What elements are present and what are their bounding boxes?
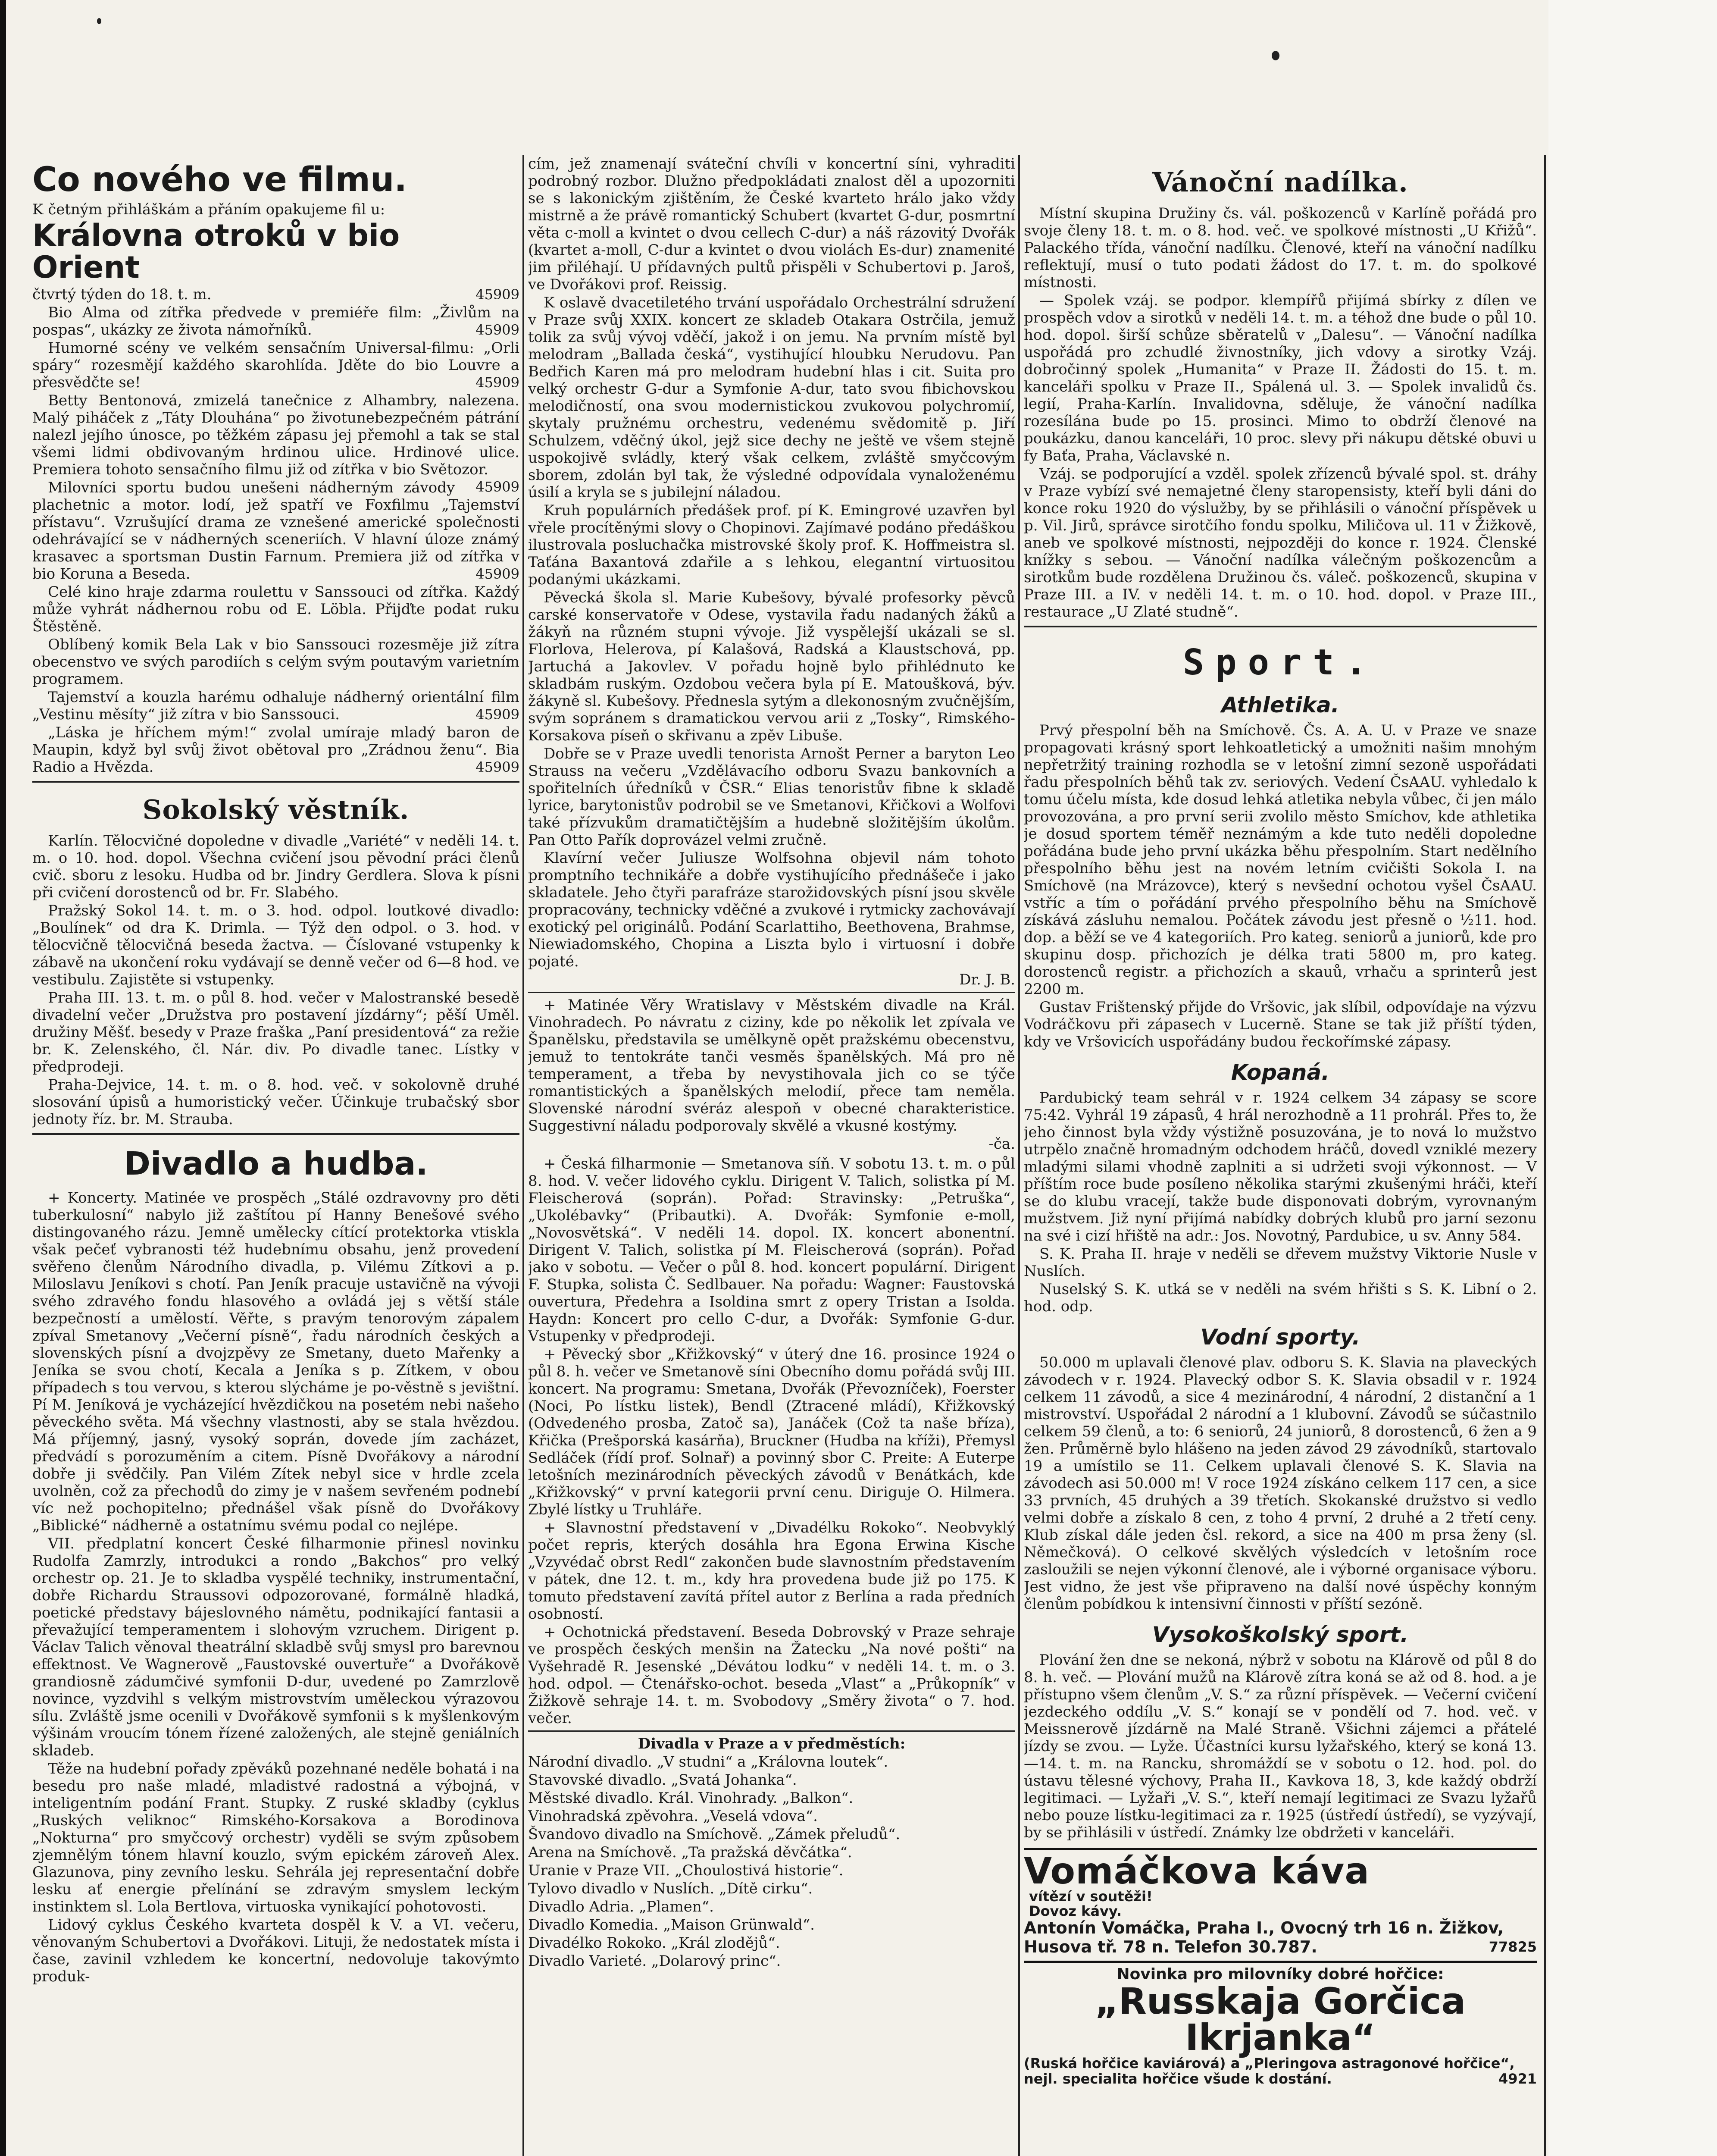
sport-item: Pardubický team sehrál v r. 1924 celkem 34 zápasy se score 75:42. Vyhrál 19 zápasů, 4 hrál nerozhodně a 11 prohrál. Přes to, že jeho činnost byla vždy výstižně posuzována, je to nová lo mužstvo utrpělo značně hromadným odchodem hráčů, dovedl vzniklé mezery mladými silami vhodně zaplniti a si udržeti svoji výkonnost. — V příštím roce bude posíleno několika starými zkušenými hráči, kteří se do klubu vracejí, takže bude disponovati dobrým, vyrovnaným mužstvem. Již nyní přijímá nabídky dobrých klubů pro jarní sezonu na své i cizí hřiště na adr.: Jos. Novotný, Pardubice, u sv. Anny 584. bbox=[1024, 1089, 1537, 1244]
music-item: K oslavě dvacetiletého trvání uspořádalo Orchestrální sdružení v Praze svůj XXIX. koncert ze skladeb Otakara Ostrčila, jemuž tolik za svůj vývoj vděčí, jakož i on jemu. Na prvním místě byl melodram „Ballada česká“, vystihující hloubku Nerudovu. Pan Bedřich Karen má pro melodram hudební hlas i cit. Suita pro velký orchestr G-dur a Symfonie A-dur, tato svou fibichovskou melodičností, ona svou modernistickou zvukovou polychromií, skytaly pružnému orchestru, vedenému svědomitě p. Jiří Schulzem, vděčný úkol, jejž sice dechy ne ještě ve všem stejně uspokojivě svládly, který však celkem, zvláště smyčcovým sborem, zdolán byl tak, že výsledné odpovídala vynaloženému úsilí a kryla se s jubilejní náladou. bbox=[528, 294, 1015, 501]
sport-section-title: Sport. bbox=[1182, 642, 1378, 683]
divider bbox=[528, 992, 1015, 993]
film-item: Celé kino hraje zdarma roulettu v Sanssouci od zítřka. Každý může vyhrát nádhernou robu od E. Löbla. Přijďte podat ruku Štěstěně. bbox=[32, 583, 519, 635]
theatre-listing-title: Divadla v Praze a v předměstích: bbox=[638, 1735, 906, 1752]
theatre-listing-item: Uranie v Praze VII. „Choulostivá historie“. bbox=[528, 1862, 844, 1879]
divider bbox=[32, 1133, 519, 1135]
film-item bbox=[32, 724, 519, 776]
music-item: Klavírní večer Juliusze Wolfsohna objevil nám tohoto promptního technikáře a dobře vystihujícího přednášeče i jako skladatele. Jeho čtyři parafráze starožidovských písní jsou skvěle propracovány, technicky vděčné a zvukové i rytmicky zachovávají exotický pel originálů. Podání Scarlattiho, Beethovena, Brahmse, Niewiadomského, Chopina a Liszta bylo i virtuosní i dobře pojaté. bbox=[528, 849, 1015, 970]
column-2 bbox=[528, 155, 1015, 2156]
divadlo-item: VII. předplatní koncert České filharmonie přinesl novinku Rudolfa Zamrzly, introdukci a rondo „Bakchos“ pro velký orchestr op. 21. Je to skladba vyspělé techniky, instrumentační, dobře Richardu Straussovi odpozorované, formálně hladká, poetické představy bájeslovného námětu, podnikající fantasii a převažující temperamentem i slohovým vzruchem. Dirigent p. Václav Talich věnoval theatrální skladbě svůj smysl pro barevnou effektnost. Ve Wagnerově „Faustovské ouvertuře“ a Dvořákově grandiosně zádumčivé symfonii D-dur, uvedené po Zamrzlově novince, vyzdvihl s velkým mistrovstvím uměleckou výrazovou sílu. Zvláště jsme ocenili v Dvořákově symfonii s k myšlenkovým výšinám vroucím tónem řízené založených, ale stejně geniálních skladeb. bbox=[32, 1535, 519, 1759]
music-item: Pěvecká škola sl. Marie Kubešovy, bývalé profesorky pěvců carské konservatoře v Odese, vystavila řadu nadaných žáků a žákyň na různém stupni vývoje. Již vyspělejší ukázali se sl. Florlova, Helerova, pí Kalašová, Radská a Klaustschová, pp. Jartuchá a Jakovlev. V pořadu hojně bylo přihlédnuto ke skladbám ruským. Ozdobou večera byla pí E. Matoušková, býv. žákyně sl. Kubešovy. Přednesla sytým a dlekonosným zvučnějším, svým sopránem s dramatickou vervou arii z „Tosky“, Rimského-Korsakova píseň o skřivanu a zpěv Libuše. bbox=[528, 589, 1015, 744]
gorcica-brand: „Russkaja Gorčica Ikrjanka“ bbox=[1095, 1980, 1466, 2059]
film-headline bbox=[32, 220, 519, 283]
sport-item: Nuselský S. K. utká se v neděli na svém hřišti s S. K. Libní o 2. hod. odp. bbox=[1024, 1281, 1537, 1315]
theatre-listing-item: Švandovo divadlo na Smíchově. „Zámek přeludů“. bbox=[528, 1826, 901, 1843]
film-item-text: čtvrtý týden do 18. t. m. bbox=[32, 286, 212, 303]
ad-code: 45909 bbox=[475, 479, 519, 495]
music-item: + Pěvecký sbor „Křižkovský“ v úterý dne 16. prosince 1924 o půl 8. h. večer ve Smetanově síni Obecního domu pořádá svůj III. koncert. Na programu: Smetana, Dvořák (Převozníček), Foerster (Noci, Po lístku listek), Bendl (Ztracené mládí), Křižkovský (Odvedeného prosba, Zatoč sa), Janáček (Což ta naše bříza), Křička (Prešporská kasárňa), Bruckner (Hudba na kříži), Přemysl Sedláček (řídí prof. Solnař) a povinný sbor C. Preite: A Euterpe letošních mezinárodních pěveckých závodů v Benátkách, kde „Křižkovský“ v první kategorii první cenu. Diriguje O. Hilmera. Zbylé lístky u Truhláře. bbox=[528, 1346, 1015, 1518]
film-headline-line2: Orient bbox=[32, 249, 140, 285]
film-item-text: Tajemství a kouzla harému odhaluje nádherný orientální film „Vestinu měsíty“ již zítra v bio Sanssouci. bbox=[32, 689, 519, 723]
sokol-item: Praha-Dejvice, 14. t. m. o 8. hod. več. v sokolovně druhé slosování úpisů a humoristický večer. Účinkuje trubačský sbor jednoty říz. br. M. Strauba. bbox=[32, 1076, 519, 1128]
theatre-listing-item: Městské divadlo. Král. Vinohrady. „Balkon“. bbox=[528, 1789, 854, 1807]
film-item-text: Humorné scény ve velkém sensačním Universal-filmu: „Orli spáry“ rozesmějí každého skarohlída. Jděte do bio Louvre a přesvědčte se! bbox=[32, 339, 519, 391]
sport-item: S. K. Praha II. hraje v neděli se dřevem mužstvy Viktorie Nusle v Nuslích. bbox=[1024, 1245, 1537, 1280]
film-item bbox=[32, 689, 519, 723]
sokol-item: Pražský Sokol 14. t. m. o 3. hod. odpol. loutkové divadlo: „Boulínek“ od dra K. Drimla. — Týž den odpol. o 3. hod. v tělocvičně tělocvičná beseda žactva. — Číslované vstupenky k zábavě na ukončení roku vydávají se denně večer od 6—8 hod. ve vestibulu. Zajistěte si vstupenky. bbox=[32, 902, 519, 988]
theatre-listing-item: Vinohradská zpěvohra. „Veselá vdova“. bbox=[528, 1808, 818, 1825]
music-item: Kruh populárních předášek prof. pí K. Emingrové uzavřen byl vřele procítěnými slovy o Chopinovi. Zajímavé podáno předáškou ilustrovala posluchačka mistrovské školy prof. K. Hoffmeistra sl. Taťána Baxantová zdařile a s lehkou, elegantní virtuositou podanými ukázkami. bbox=[528, 502, 1015, 588]
gorcica-footer bbox=[1024, 2056, 1537, 2087]
film-item bbox=[32, 339, 519, 391]
divadlo-item: + Koncerty. Matinée ve prospěch „Stálé ozdravovny pro děti tuberkulosní“ nabylo již zaštítou pí Hanny Benešové svého distingovaného rázu. Jemně umělecky cítící protektorka vtiskla však pečeť vybranosti též hudebnímu obsahu, jenž provedení svěřeno členům Národního divadla, p. Vilému Zítkovi a p. Miloslavu Jeníkovi s chotí. Pan Jeník pracuje ustavičně na vývoji svého zdravého fondu hlasového a ovládá jej s větší stále bezpečností a umělostí. Věřte, s pravým tenorovým zápalem zpíval Smetanovy „Večerní písně“, řadu národních českých a slovenských písní a dvojzpěvy ze Smetany, dueto Mařenky a Jeníka se svou chotí, Kecala a Jeníka s p. Zítkem, v obou případech s tou vervou, s kterou slýcháme je po-věstně s jevištní. Pí M. Jeníková je vycházející hvězdičkou na posetém nebi našeho pěveckého světa. Má všechny vlastnosti, aby se stala hvězdou. Má příjemný, jasný, vysoký soprán, dovede jím zacházet, předvádí s porozuměním a citem. Písně Dvořákovy a národní dobře ji svědčily. Pan Vilém Zítek nebyl sice v hrdle zcela uvolněn, což za přechodů do zimy je v našem sevřeném podnebí víc než pochopitelno; přednášel však písně do Dvořákovy „Biblické“ nádherně a ostatnímu svému podal co nejlépe. bbox=[32, 1189, 519, 1534]
divadlo-item: Těže na hudební pořady zpěváků pozehnané neděle bohatá i na besedu pro naše mladé, mladistvé radostná a výbojná, v inteligentním podání Frant. Stupky. Z ruské skladby (cyklus „Ruských veliknoc“ Rimského-Korsakova a Borodinova „Nokturna“ pro smyčcový orchestr) vyděli se svým způsobem zjemnělým tónem hlavní kouzlo, svým epickém zároveň Alex. Glazunova, piny zevního lesku. Sehrála jej representační dobře lesku ať energie přelínání se zdravým smyslem leckým instinktem sl. Lola Bertlova, virtuoska vynikající pohotovosti. bbox=[32, 1760, 519, 1915]
music-item: + Matinée Věry Wratislavy v Městském divadle na Král. Vinohradech. Po návratu z ciziny, kde po několik let zpívala ve Španělsku, představila se umělkyně opět pražskému obecenstvu, jemuž to tentokráte tanči vesměs španělských. Má pro ně temperament, a třeba by nevystihovala jich co se týče romantistických a španělských melodií, přece tam neměla. Slovenské národní svéráz alespoň v obecné charakteristice. Suggestivní náladu podporovaly skvělé a vkusné kostýmy. bbox=[528, 997, 1015, 1134]
vanoce-item: Vzáj. se podporující a vzděl. spolek zřízenců bývalé spol. st. dráhy v Praze vybízí své nemajetné členy staropensisty, kteří byli dáni do konce roku 1920 do výslužby, by se přihlásili o vánoční příspěvek u p. Vil. Jirů, správce sirotčího fondu spolku, Miličova ul. 11 v Žižkově, aneb ve spolkové místnosti, nejpozději do konce r. 1924. Členské knížky s sebou. — Vánoční nadílka válečným poškozencům a sirotkům bude rozdělena Družinou čs. váleč. poškozenců, skupina v Praze III. a IV. v neděli 14. t. m. o 10. hod. dopol. v Praze III., restaurace „U Zlaté studně“. bbox=[1024, 465, 1537, 620]
vomacka-advertisement bbox=[1024, 1848, 1537, 1956]
author-signature: Dr. J. B. bbox=[959, 971, 1015, 988]
sport-item: Gustav Frištenský přijde do Vršovic, jak slíbil, odpovídaje na výzvu Vodráčkovu při zápasech v Lucerně. Stane se tak již příští týden, kdy ve Vršovicích uspořádány budou řeckořímské zápasy. bbox=[1024, 999, 1537, 1050]
ad-code: 45909 bbox=[475, 706, 519, 723]
film-item bbox=[32, 392, 519, 495]
column-rule bbox=[1018, 155, 1020, 2156]
film-item-text: Bio Alma od zítřka předvede v premiéře film: „Živlům na pospas“, ukázky ze života námořníků. bbox=[32, 304, 519, 338]
vomacka-tagline: vítězí v soutěži! Dovoz kávy. bbox=[1029, 1888, 1153, 1919]
ad-code: 45909 bbox=[475, 759, 519, 775]
ad-code: 45909 bbox=[475, 374, 519, 391]
film-item-text: Betty Bentonová, zmizelá tanečnice z Alhambry, nalezena. Malý piháček z „Táty Dlouhána“ po životunebezpečném pátrání nalezl jejího únosce, po těžkém zápasu jej přemohl a tak se stal všemi lidmi obdivovaným hrdinou ulice. Hrdinové ulice. Premiera tohoto sensačního filmu již od zítřka v bio Světozor. bbox=[32, 392, 519, 478]
ad-code: 45909 bbox=[475, 322, 519, 338]
music-item: cím, jež znamenají sváteční chvíli v koncertní síni, vyhraditi podrobný rozbor. Dlužno předpokládati znalost děl a upozorniti se s lakonickým zjištěním, že České kvarteto hrálo jako vždy mistrně a že právě romantický Schubert (kvartet G-dur, posmrtní věta c-moll a kvintet o dvou cellech C-dur) a náš rázovitý Dvořák (kvartet a-moll, C-dur a kvintet o dvou violách Es-dur) znamenité jim přiléhají. U přídavných pultů přispěli v Schubertovi p. Jaroš, ve Dvořákovi prof. Reissig. bbox=[528, 155, 1015, 293]
theatre-listing-item: Stavovské divadlo. „Svatá Johanka“. bbox=[528, 1771, 797, 1789]
ad-code: 4921 bbox=[1498, 2071, 1537, 2087]
vomacka-address-text: Antonín Vomáčka, Praha I., Ovocný trh 16 n. Žižkov, Husova tř. 78 n. Telefon 30.787. bbox=[1024, 1918, 1504, 1956]
theatre-listing-item: Divadlo Varieté. „Dolarový princ“. bbox=[528, 1952, 781, 1970]
film-item bbox=[32, 304, 519, 338]
music-item: + Ochotnická představení. Beseda Dobrovský v Praze sehraje ve prospěch českých menšin na Žatecku „Na nové pošti“ na Vyšehradě R. Jesenské „Dévátou lodku“ v neděli 14. t. m. o 3. hod. odpol. — Čtenářsko-ochot. beseda „Vlast“ a „Průkopník“ v Žižkově sehraje 14. t. m. Svobodovy „Směry života“ o 7. hod. večer. bbox=[528, 1623, 1015, 1727]
page-edge-left bbox=[0, 0, 6, 2156]
sokol-item: Karlín. Tělocvičné dopoledne v divadle „Variété“ v neděli 14. t. m. o 10. hod. dopol. Všechna cvičení jsou pěvodní práci členů cvič. sboru z lesoku. Hudba od br. Jindry Gerdlera. Slova k písni při cvičení dorostenců od br. Fr. Slabého. bbox=[32, 832, 519, 901]
column-rule bbox=[1544, 155, 1546, 2156]
theatre-listing-item: Arena na Smíchově. „Ta pražská děvčátka“. bbox=[528, 1844, 852, 1861]
theatre-listing-item: Divadlo Komedia. „Maison Grünwald“. bbox=[528, 1916, 815, 1934]
sokol-item: Praha III. 13. t. m. o půl 8. hod. večer v Malostranské besedě divadelní večer „Družstva pro postavení jízdárny“; pěší Uměl. družiny Měšť. besedy v Praze fraška „Paní presidentová“ za režie br. K. Zelenského, čl. Nár. div. Po divadle tanec. Lístky v předprodeji. bbox=[32, 989, 519, 1075]
ad-code: 45909 bbox=[475, 566, 519, 582]
theatre-listing-item: Národní divadlo. „V studni“ a „Královna loutek“. bbox=[528, 1753, 888, 1771]
divider bbox=[32, 781, 519, 783]
gorcica-footer-text: (Ruská hořčice kaviárová) a „Pleringova astragonové hořčice“, nejl. specialita hořčice všude k dostání. bbox=[1024, 2055, 1515, 2087]
divider bbox=[1024, 626, 1537, 627]
film-item-text: Milovníci sportu budou unešeni nádherným závody plachetnic a motor. lodí, jež spatří ve Foxfilmu „Tajemství přístavu“. Vzrušující drama ze vznešené americké společnosti odehrávající se v nádherných sceneriích. V hlavní úloze známý krasavec a sportsman Dustin Farnum. Premiera již od zítřka v bio Koruna a Beseda. bbox=[32, 479, 519, 583]
vomacka-brand: Vomáčkova káva bbox=[1024, 1850, 1370, 1892]
film-intro: K četným přihláškám a přáním opakujeme fil u: bbox=[32, 201, 385, 218]
ink-speck bbox=[97, 18, 101, 24]
kopana-subtitle: Kopaná. bbox=[1231, 1060, 1330, 1085]
film-item bbox=[32, 479, 519, 583]
film-item bbox=[32, 286, 519, 303]
vanoce-item: — Spolek vzáj. se podpor. klempířů přijímá sbírky z dílen ve prospěch vdov a sirotků v neděli 14. t. m. a téhož dne bude o půl 10. hod. dopol. širší schůze sběratelů v „Dalesu“. — Vánoční nadílka uspořádá pro zchudlé živnostníky, jich vdovy a sirotky Vzáj. dobročinný spolek „Humanita“ v Praze II. Žádosti do 15. t. m. kanceláři spolku v Praze II., Spálená ul. 3. — Spolek invalidů čs. legií, Praha-Karlín. Invalidovna, sděluje, že vánoční nadílka rozesílána bude po 15. prosinci. Mimo to obdrží členové na poukázku, danou kanceláři, 10 proc. slevy při nákupu dětské obuvi u fy Baťa, Praha, Václavské n. bbox=[1024, 292, 1537, 464]
vysokoskolsky-subtitle: Vysokoškolský sport. bbox=[1152, 1622, 1409, 1647]
gorcica-lead: Novinka pro milovníky dobré hořčice: bbox=[1117, 1965, 1444, 1983]
theatre-listing-item: Divadélko Rokoko. „Král zlodějů“. bbox=[528, 1934, 780, 1952]
music-item: + Česká filharmonie — Smetanova síň. V sobotu 13. t. m. o půl 8. hod. V. večer lidového cyklu. Dirigent V. Talich, solistka pí M. Fleischerová (soprán). Pořad: Stravinsky: „Petruška“, „Ukolébavky“ (Pribautki). A. Dvořák: Symfonie e-moll, „Novosvětská“. V neděli 14. dopol. IX. koncert abonentní. Dirigent V. Talich, solistka pí M. Fleischerová (soprán). Pořad jako v sobotu. — Večer o půl 8. hod. koncert populární. Dirigent F. Stupka, solista Č. Sedlbauer. Na pořadu: Wagner: Faustovská ouvertura, Předehra a Isoldina smrt z opery Tristan a Isolda. Haydn: Koncert pro cello C-dur, a Dvořák: Symfonie G-dur. Vstupenky v předprodeji. bbox=[528, 1155, 1015, 1345]
divadlo-section-title: Divadlo a hudba. bbox=[124, 1145, 428, 1182]
sport-item: Prvý přespolní běh na Smíchově. Čs. A. A. U. v Praze ve snaze propagovati krásný sport lehkoatletický a umožniti našim mnohým nepřetržitý training rozhodla se v letošní zimní sezoně uspořádati řadu přespolních běhů tak zv. seriových. Vedení ČsAAU. vyhledalo k tomu účelu místa, kde dosud lehká atletika nebyla vůbec, či jen málo provozována, a pro první serii zvolilo město Smíchov, kde athletika je dosud sportem téměř neznámým a kde tuto neděli dopoledne pořádána bude jeho první ukázka běhu přespolním. Start nedělního přespolního běhu jest na novém letním cvičišti Sokola I. na Smíchově (na Mrázovce), který s nevšední ochotou vyšel ČsAAU. vstříc a tím o pořádání prvého přespolního běhu na Smíchově získává zásluhu nemalou. Počátek závodu jest přesně o ½11. hod. dop. a běží se ve 4 kategoriích. Pro kateg. seniorů a juniorů, kde pro skupinu dosp. přichozích je délka trati 5800 m, pro kateg. dorostenců registr. a přichozích a skauů, vrhaču a sprinterů jest 2200 m. bbox=[1024, 722, 1537, 998]
film-section-title: Co nového ve filmu. bbox=[32, 160, 407, 199]
sokol-section-title: Sokolský věstník. bbox=[142, 794, 410, 825]
sport-item: Plování žen dne se nekoná, nýbrž v sobotu na Klárově od půl 8 do 8. h. več. — Plování mužů na Klárově zítra koná se až od 8. hod. a je přístupno všem členům „V. S.“ za různí příspěvek. — Večerní cvičení jezdeckého oddílu „V. S.“ konají se v pondělí od 7. hod. več. v Meissnerově jízdárně na Malé Straně. Všichni zájemci a přátelé jízdy se zvou. — Lyže. Účastníci kursu lyžařského, který se koná 13.—14. t. m. na Rancku, shromáždí se v sobotu o 12. hod. pol. do ústavu tělesné výchovy, Praha II., Kavkova 18, 3, kde každý obdrží legitimaci. — Lyžaři „V. S.“, kteří nemají legitimaci ze Svazu lyžařů nebo pouze lístku-legitimaci za r. 1925 (ústředí ústředí), se vyzývají, by se přihlásili v ústředí. Známky lze obdržeti v kanceláři. bbox=[1024, 1651, 1537, 1841]
film-item-text: „Láska je hříchem mým!“ zvolal umíraje mladý baron de Maupin, když byl svůj život obětoval pro „Zrádnou ženu“. Bia Radio a Hvězda. bbox=[32, 724, 519, 776]
ad-code: 45909 bbox=[475, 286, 519, 303]
vomacka-address bbox=[1024, 1918, 1537, 1956]
athletika-subtitle: Athletika. bbox=[1221, 693, 1339, 718]
music-item: + Slavnostní představení v „Divadélku Rokoko“. Neobvyklý počet repris, kterých dosáhla hra Egona Erwina Kische „Vzyvédač obrst Redl“ zakončen bude slavnostním představením v pátek, dne 12. t. m., kdy hra provedena bude již po 175. K tomuto představení zavítá přítel autor z Berlína a rada předních osobností. bbox=[528, 1519, 1015, 1623]
theatre-listing-item: Tylovo divadlo v Nuslích. „Dítě cirku“. bbox=[528, 1880, 813, 1897]
author-signature: -ča. bbox=[988, 1135, 1015, 1153]
ink-speck bbox=[1272, 51, 1279, 60]
gorcica-advertisement bbox=[1024, 1961, 1537, 2087]
music-item: Dobře se v Praze uvedli tenorista Arnošt Perner a baryton Leo Strauss na večeru „Vzdělávacího odboru Svazu bankovních a spořitelních úředníků v ČSR.“ Elias tenoristův fibne k skladě lyrice, barytonistův podrobil se ve Smetanovi, Křičkovi a Wolfovi také přízvukům dramatičtějším a hudebně složitějším úkolům. Pan Otto Pařík doprovázel velmi zručně. bbox=[528, 745, 1015, 849]
vodni-subtitle: Vodní sporty. bbox=[1200, 1325, 1360, 1350]
column-rule bbox=[522, 155, 524, 2156]
divider bbox=[528, 1730, 1015, 1732]
blank-margin bbox=[1548, 0, 1717, 2156]
vanoce-section-title: Vánoční nadílka. bbox=[1152, 166, 1408, 198]
film-headline-line1: Královna otroků v bio bbox=[32, 218, 400, 253]
ad-code: 77825 bbox=[1489, 1939, 1537, 1955]
divadlo-item: Lidový cyklus Českého kvarteta dospěl k V. a VI. večeru, věnovaným Schubertovi a Dvořákovi. Lituji, že nedostatek místa i čase, zavinil vzhledem ke koncertní, nedovoluje takovýmto produk- bbox=[32, 1916, 519, 1985]
theatre-listing-item: Divadlo Adria. „Plamen“. bbox=[528, 1898, 714, 1915]
sport-item: 50.000 m uplavali členové plav. odboru S. K. Slavia na plaveckých závodech v r. 1924. Plavecký odbor S. K. Slavia obsadil v r. 1924 celkem 11 závodů, a sice 4 mezinárodní, 4 národní, 2 distanční a 1 mistrovství. Uspořádal 2 národní a 1 klubovní. Závodů se súčastnilo celkem 59 členů, a to: 6 seniorů, 24 juniorů, 8 dorostenců, 6 žen a 9 žen. Průměrně bylo hlášeno na jeden závod 29 závodníků, startovalo 19 a umístilo se 11. Celkem uplavali členové S. K. Slavia na závodech asi 50.000 m! V roce 1924 získáno celkem 117 cen, a sice 33 prvních, 45 druhých a 39 třetích. Skokanské družstvo si vedlo velmi dobře a získalo 8 cen, z toho 4 první, 2 druhé a 2 třetí ceny. Klub získal dále jeden čsl. rekord, a sice na 400 m prsa ženy (sl. Němečková). O celkové skvělých výsledcích v letošním roce zasloužili se nejen výkonní členové, ale i výborné organisace výboru. Jest vidno, že jest vše připraveno na další nové úspěchy konným členům pobídkou k intensivní činnosti v příští sezóně. bbox=[1024, 1354, 1537, 1613]
film-item: Oblíbený komik Bela Lak v bio Sanssouci rozesměje již zítra obecenstvo ve svých parodiích s celým svým poutavým varietním programem. bbox=[32, 636, 519, 688]
vanoce-item: Místní skupina Družiny čs. vál. poškozenců v Karlíně pořádá pro svoje členy 18. t. m. o 8. hod. več. ve spolkové místnosti „U Křižů“. Palackého třída, vánoční nadílku. Členové, kteří na vánoční nadílku reflektují, musí o tuto podati žádost do 17. t. m. do spolkové místnosti. bbox=[1024, 205, 1537, 291]
column-1 bbox=[32, 155, 519, 2156]
column-3 bbox=[1024, 155, 1537, 2156]
